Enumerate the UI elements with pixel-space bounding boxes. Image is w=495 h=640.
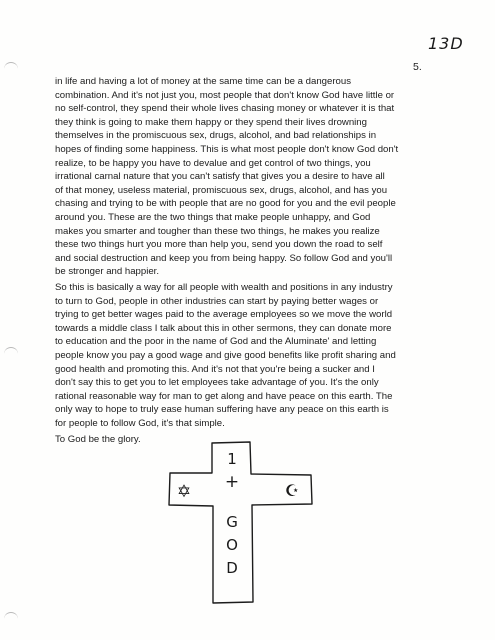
drawing-letter-d: D xyxy=(226,559,238,577)
text-line: these two things hurt you more than help you, send you down the road to self xyxy=(55,239,383,251)
punch-hole-mark xyxy=(4,612,18,621)
cross-svg xyxy=(168,440,314,605)
text-line: rational reasonable way for man to get along and have peace on this earth. The xyxy=(55,390,393,402)
drawing-letter-g: G xyxy=(226,513,238,531)
text-line: themselves in the promiscuous sex, drugs, alcohol, and bad relationships in xyxy=(55,130,377,142)
text-line: in life and having a lot of money at the same time can be a dangerous xyxy=(55,76,351,87)
text-line: for people to follow God, it's that simple. xyxy=(55,417,225,429)
drawing-number-one: 1 xyxy=(227,450,237,468)
closing-line: To God be the glory. xyxy=(55,434,141,445)
text-line: and social destruction and keep you from being happy. So follow God and you'll xyxy=(55,252,393,264)
text-line: to turn to God, people in other industries can start by paying better wages or xyxy=(55,295,379,307)
punch-hole-mark xyxy=(4,62,18,71)
cross-outline xyxy=(169,442,312,603)
text-line: towards a middle class I talk about this in other sermons, they can donate more xyxy=(55,322,392,334)
text-line: be stronger and happier. xyxy=(55,266,160,278)
text-line: of that money, useless material, promiscuous sex, drugs, alcohol, and has you xyxy=(55,184,388,196)
text-line: combination. And it's not just you, most people that don't know God have little or xyxy=(55,89,395,101)
text-line: makes you smarter and tougher than these two things, he makes you realize xyxy=(55,225,380,237)
small-cross-icon: + xyxy=(224,472,240,492)
text-line: people know you pay a good wage and give good benefits like profit sharing and xyxy=(55,349,396,361)
hand-drawn-cross xyxy=(168,440,314,605)
text-line: to education and the poor in the name of God and the Aluminate' and letting xyxy=(55,336,377,348)
star-and-crescent-icon: ☪ xyxy=(284,481,300,500)
punch-hole-mark xyxy=(4,347,18,356)
text-line: around you. These are the two things that make people unhappy, and God xyxy=(55,211,371,223)
paragraph-1 xyxy=(55,75,445,279)
handwritten-page-number: 13D xyxy=(428,34,464,53)
star-of-david-icon: ✡ xyxy=(176,482,192,502)
text-line: no self-control, they spend their whole lives chasing money or whatever it is that xyxy=(55,103,395,115)
paragraph-2 xyxy=(55,281,445,431)
text-line: they think is going to make them happy or they spend their lives drowning xyxy=(55,116,367,128)
drawing-letter-o: O xyxy=(226,536,238,554)
text-line: chasing and trying to be with people that are no good for you and the evil people xyxy=(55,198,396,210)
text-line: only way to hope to truly ease human suffering have any peace on this earth is xyxy=(55,404,389,416)
text-line: hopes of finding some happiness. This is what most people don't know God don't xyxy=(55,143,399,155)
text-line: trying to get better wages paid to the average employees so we move the world xyxy=(55,309,393,321)
page-number: 5. xyxy=(413,61,422,73)
text-line: irrational carnal nature that you can't satisfy that gives you a desire to have all xyxy=(55,171,385,183)
text-line: good health and promoting this. And it's not that you're being a sucker and I xyxy=(55,363,375,375)
text-line: don't say this to get you to let employees take advantage of you. It's the only xyxy=(55,377,379,389)
text-line: So this is basically a way for all people with wealth and positions in any industry xyxy=(55,282,393,293)
text-line: realize, to be happy you have to devalue and get control of two things, you xyxy=(55,157,371,169)
